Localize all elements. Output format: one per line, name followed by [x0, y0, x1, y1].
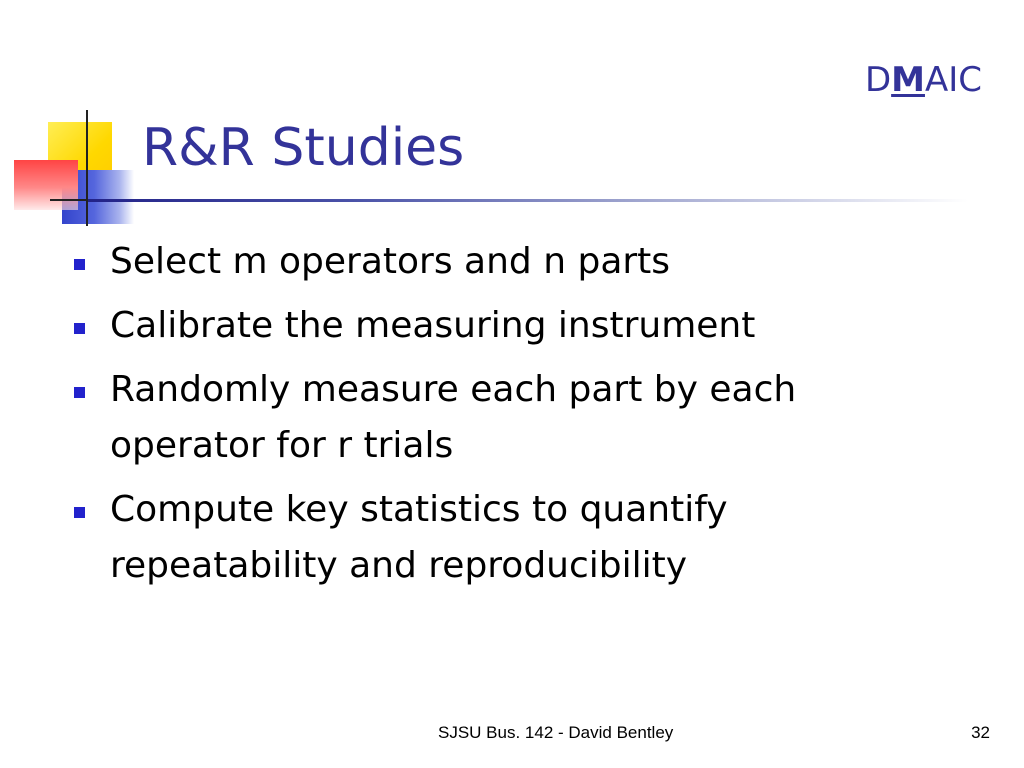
vertical-rule-decoration [86, 110, 88, 226]
square-bullet-icon [74, 507, 85, 518]
corner-decoration [0, 0, 160, 240]
square-bullet-icon [74, 387, 85, 398]
bullet-item [74, 362, 954, 474]
bullet-item [74, 482, 954, 594]
bullet-item [74, 298, 954, 354]
bullet-text: Compute key statistics to quantify repeatability and reproducibility [110, 489, 728, 586]
bullet-text: Select m operators and n parts [110, 241, 671, 282]
page-number: 32 [971, 723, 990, 742]
bullet-text: Randomly measure each part by each operator for r trials [110, 369, 797, 466]
dmaic-phase-marker [865, 60, 982, 100]
bullet-item [74, 234, 954, 290]
slide-title: R&R Studies [142, 118, 465, 178]
phase-prefix: D [864, 60, 892, 100]
bullet-text: Calibrate the measuring instrument [110, 305, 756, 346]
phase-active-letter: M [891, 60, 925, 100]
phase-suffix: AIC [924, 60, 982, 100]
red-square-decoration [14, 160, 78, 210]
bullet-list [74, 234, 954, 602]
title-underline-rule [88, 199, 968, 202]
square-bullet-icon [74, 259, 85, 270]
footer-text: SJSU Bus. 142 - David Bentley [438, 723, 674, 742]
square-bullet-icon [74, 323, 85, 334]
